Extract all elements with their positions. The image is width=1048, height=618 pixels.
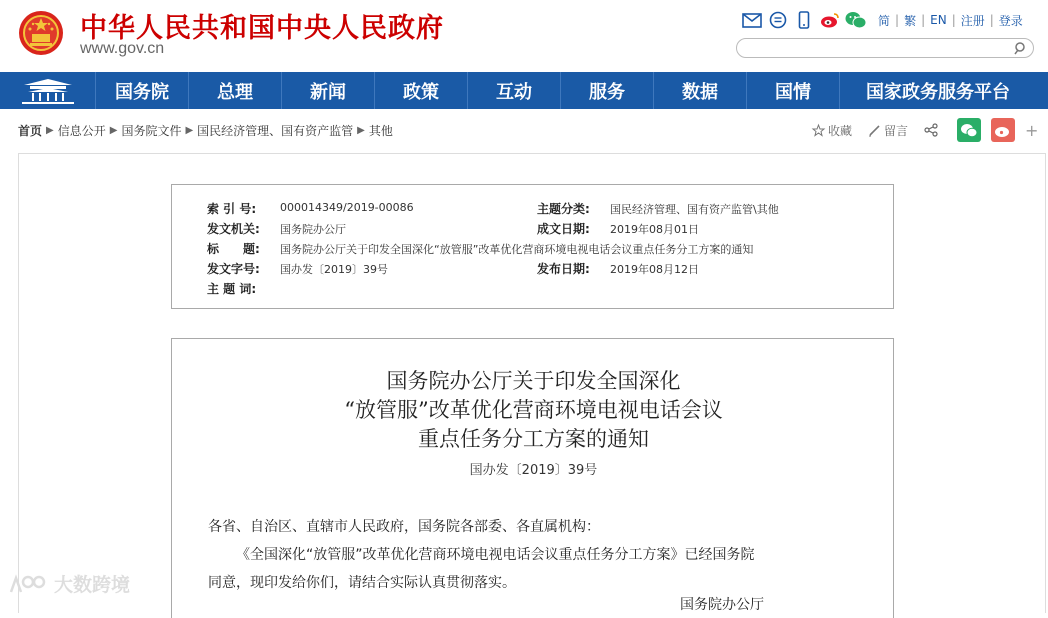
mail-icon[interactable] [742,11,762,29]
breadcrumb-current: 其他 [368,124,393,138]
nav-item-shuju[interactable]: 数据 [654,72,747,109]
chevron-right-icon: ▶ [109,125,118,136]
breadcrumb-item[interactable]: 国民经济管理、国有资产监管 [197,124,354,138]
share-icon [924,123,938,137]
comment-button[interactable] [868,122,908,139]
nav-item-zhengce[interactable]: 政策 [375,72,468,109]
watermark-logo-icon [8,572,50,596]
top-toolbar [742,10,1023,30]
weibo-icon[interactable] [820,11,840,29]
title-line: 重点任务分工方案的通知 [418,427,649,451]
document-number: 国办发〔2019〕39号 [469,463,598,478]
separator: | [989,13,994,27]
chevron-right-icon: ▶ [185,125,194,136]
keywords-label: 主 题 词: [207,282,257,296]
comment-label: 留言 [884,123,909,138]
favorite-label: 收藏 [828,123,853,138]
weibo-icon [994,123,1012,138]
national-emblem-icon[interactable] [18,8,64,58]
message-icon[interactable] [768,11,788,29]
search-icon[interactable] [1013,41,1027,55]
watermark-text: 大数跨境 [54,574,131,596]
created-date-label: 成文日期: [537,222,590,236]
created-date-value: 2019年08月01日 [610,223,699,236]
title-label: 标 题: [207,242,260,256]
issuer-label: 发文机关: [207,222,260,236]
issuer-value: 国务院办公厅 [280,223,346,236]
nav-item-zongli[interactable]: 总理 [189,72,282,109]
nav-item-hudong[interactable]: 互动 [468,72,561,109]
nav-item-xinwen[interactable]: 新闻 [282,72,375,109]
site-title[interactable]: 中华人民共和国中央人民政府 [80,13,444,44]
mobile-icon[interactable] [794,11,814,29]
docno-label: 发文字号: [207,262,260,276]
star-icon [812,124,825,137]
separator: | [951,13,956,27]
simplified-link[interactable]: 简 [878,13,891,28]
share-button[interactable] [924,123,941,137]
login-link[interactable]: 登录 [998,13,1023,28]
chevron-right-icon: ▶ [357,125,365,136]
category-value: 国民经济管理、国有资产监管\其他 [610,203,779,216]
signer: 国务院办公厅 [680,597,764,613]
docno-value: 国办发〔2019〕39号 [280,263,388,276]
pencil-icon [868,124,881,137]
salutation: 各省、自治区、直辖市人民政府，国务院各部委、各直属机构： [208,519,600,535]
favorite-button[interactable] [812,122,852,139]
index-label: 索 引 号: [207,202,257,216]
nav-item-service-platform[interactable]: 国家政务服务平台 [866,81,1010,103]
document-metadata [171,184,894,309]
breadcrumb [18,122,393,139]
paragraph: 《全国深化“放管服”改革优化营商环境电视电话会议重点任务分工方案》已经国务院 [236,547,755,563]
category-label: 主题分类: [537,202,590,216]
nav-item-guowuyuan[interactable]: 国务院 [96,72,189,109]
building-icon [16,76,80,106]
traditional-link[interactable]: 繁 [904,13,917,28]
separator: | [895,13,900,27]
wechat-share-button[interactable] [957,118,981,142]
title-line: 国务院办公厅关于印发全国深化 [386,369,681,393]
site-domain: www.gov.cn [80,40,165,57]
index-value: 000014349/2019-00086 [280,201,414,214]
separator: | [921,13,926,27]
breadcrumb-item[interactable]: 国务院文件 [121,124,182,138]
search-input[interactable] [747,42,1017,60]
watermark [8,570,130,597]
chevron-right-icon: ▶ [46,125,54,136]
published-date-value: 2019年08月12日 [610,263,699,276]
wechat-icon [960,123,978,138]
article-tools [812,118,1038,142]
breadcrumb-item[interactable]: 信息公开 [57,124,106,138]
nav-home[interactable] [0,72,96,109]
title-value: 国务院办公厅关于印发全国深化“放管服”改革优化营商环境电视电话会议重点任务分工方案的通知 [280,243,754,256]
breadcrumb-home[interactable]: 首页 [18,124,43,138]
main-nav [0,72,1048,109]
plus-icon[interactable]: + [1025,120,1039,140]
paragraph-continued: 同意，现印发给你们，请结合实际认真贯彻落实。 [208,575,516,591]
wechat-icon[interactable] [846,11,866,29]
document-title [172,367,895,454]
document-text [208,513,868,597]
weibo-share-button[interactable] [991,118,1015,142]
english-link[interactable]: EN [930,13,947,27]
top-links [878,12,1023,29]
register-link[interactable]: 注册 [960,13,985,28]
site-header [0,0,1048,72]
published-date-label: 发布日期: [537,262,590,276]
nav-item-guoqing[interactable]: 国情 [747,72,840,109]
title-line: “放管服”改革优化营商环境电视电话会议 [344,398,723,422]
search-box [736,38,1034,58]
nav-item-fuwu[interactable]: 服务 [561,72,654,109]
document-body [171,338,894,618]
